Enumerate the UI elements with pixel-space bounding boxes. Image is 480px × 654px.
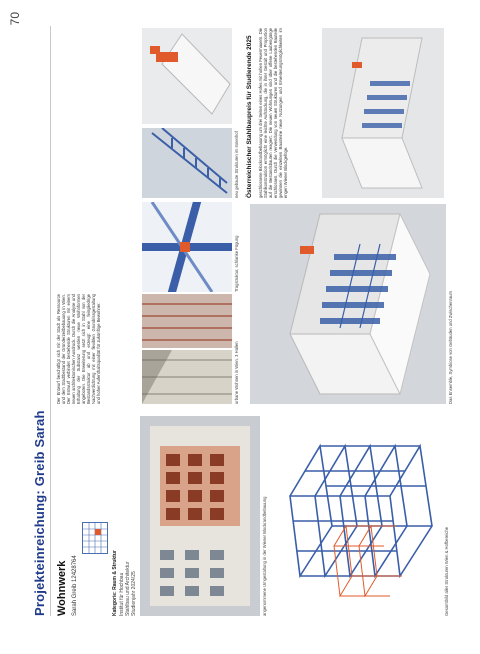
interior-caption: urbane Wohnen in Wien, 3 Hallen xyxy=(234,341,239,404)
project-author: Sarah Greib 12428764 xyxy=(72,555,78,616)
model-photo xyxy=(250,204,446,404)
detail-caption: Tragstruktur, schlanke Fügung xyxy=(234,235,239,292)
steel-joint-detail xyxy=(142,202,232,292)
facade-photo xyxy=(140,416,260,616)
grid-logo-icon xyxy=(82,522,108,554)
page-number: 70 xyxy=(8,12,22,26)
project-name: Wohnwerk xyxy=(56,560,68,616)
interior-photo-2 xyxy=(142,294,232,348)
stair-photo xyxy=(142,128,232,198)
page-title: Projekteinreichung: Greib Sarah xyxy=(32,410,47,616)
interior-photo xyxy=(142,350,232,404)
award-text: geschlossene Blockrandbebauung um drei Seiten eines Hofes mit hohen Feuermauern. Die Stahlkonstruktion ermöglicht eine leichte Aufstockung, die in ihrer Gestalt und Proportion auf die Bestandsbauten reagiert. Die neuen Wohnungen sind über offene Laubengänge erschlossen. Durch die Verwendung von neuen Strukturen und die bestehenden Bauteile gewinnen die einzelnen Bausteine neue Nutzungen und Erweiterungsmöglichkeiten im engen Wiener Blockgefüge. xyxy=(258,28,288,198)
intro-text: Der Entwurf beschäftigt sich mit der Stadt als Ressource und dem Stadtbestand der Gründerzeitbebauung in Wien. Der Entwurf verbindet bestehende Strukturen mit einem neuen architektonischen Ausdruck. Durch die Analyse und Erhaltung der Substanz werden neue Wohnformen angeboten. Die Erweiterung setzt sich in Stahl von der Bestandsstruktur ab und erzeugt eine feingliedrige Nachverdichtung mit einer flexiblen Grundrissgestaltung und hoher Aufenthaltsqualität für zukünftige Bewohner. xyxy=(56,294,101,404)
title-divider xyxy=(50,26,51,616)
axo-caption: Gesamtbild aller Strukturen Wien & Hofbereiche xyxy=(444,526,449,616)
axonometric-structure-drawing xyxy=(280,416,440,616)
award-heading: Österreichischer Stahlbaupreis für Studierende 2025 xyxy=(246,35,253,198)
photo-caption: angenommene Umgestaltung in der Wiener Blockrandbebauung xyxy=(262,496,267,616)
category-label: Kategorie: Raum & Struktur xyxy=(112,550,118,616)
category-line: Institut für Hochbau xyxy=(119,572,125,616)
roof-detail-photo xyxy=(142,28,232,124)
category-line: Stahlbau und Architektur xyxy=(125,561,131,616)
model-caption: Das Ensemble, Symbiose von Gebäuden und Zwischenraum xyxy=(448,290,453,404)
model-overview-photo xyxy=(322,28,444,198)
stair-caption: neu gebaute Strukturen im Innenhof xyxy=(234,131,239,198)
category-line: Studienjahr 2024/25 xyxy=(131,571,137,616)
